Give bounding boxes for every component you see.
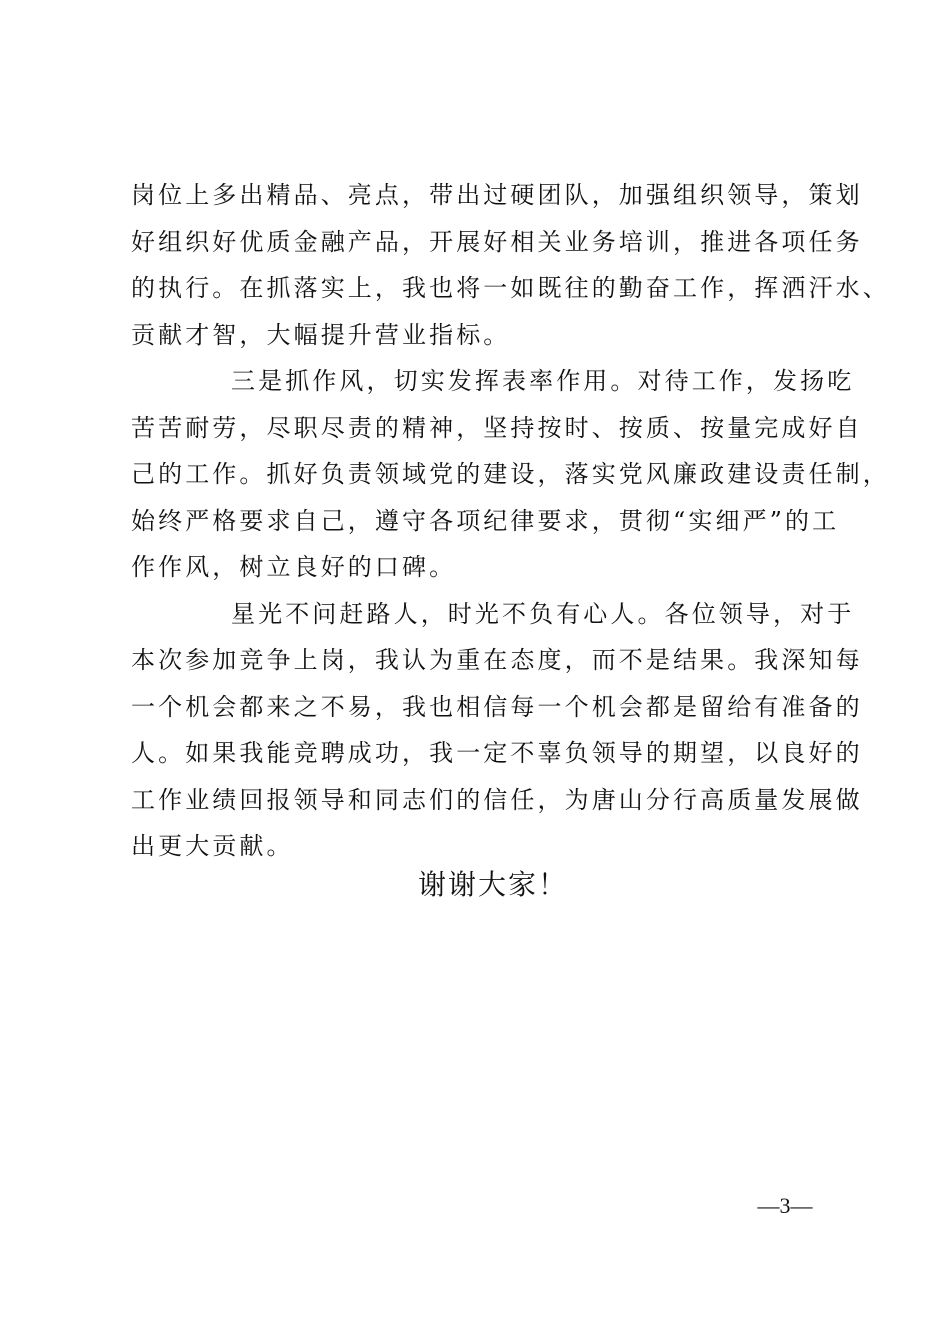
paragraph-start-line: 三是抓作风，切实发挥表率作用。对待工作，发扬吃 [231,367,855,395]
text-line: 一个机会都来之不易，我也相信每一个机会都是留给有准备的 [131,692,863,721]
text-line: 工作业绩回报领导和同志们的信任，为唐山分行高质量发展做 [131,785,863,814]
text-line: 作作风，树立良好的口碑。 [131,553,457,581]
text-line: 的执行。在抓落实上，我也将一如既往的勤奋工作，挥洒汗水、 [131,274,890,302]
text-line: 岗位上多出精品、亮点，带出过硬团队，加强组织领导，策划 [131,181,863,209]
paragraph-start-line: 星光不问赶路人，时光不负有心人。各位领导，对于 [231,599,855,628]
closing-thanks: 谢谢大家！ [417,868,568,901]
text-line: 出更大贡献。 [131,832,294,860]
text-line: 贡献才智，大幅提升营业指标。 [131,320,511,349]
page-number: —3— [757,1193,813,1218]
text-line: 己的工作。抓好负责领域党的建设，落实党风廉政建设责任制， [131,460,890,488]
text-line: 好组织好优质金融产品，开展好相关业务培训，推进各项任务 [131,227,863,256]
text-line: 苦苦耐劳，尽职尽责的精神，坚持按时、按质、按量完成好自 [131,413,863,442]
body-text [131,172,890,870]
text-line: 人。如果我能竞聘成功，我一定不辜负领导的期望，以良好的 [131,739,863,767]
text-line: 本次参加竞争上岗，我认为重在态度，而不是结果。我深知每 [131,646,863,674]
text-line: 始终严格要求自己，遵守各项纪律要求，贯彻“实细严”的工 [131,506,840,535]
